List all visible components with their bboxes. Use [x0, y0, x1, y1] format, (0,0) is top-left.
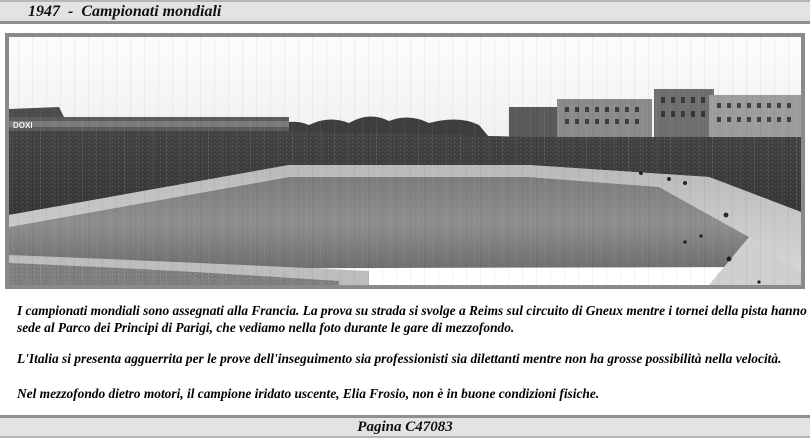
page-title: 1947 - Campionati mondiali: [28, 3, 222, 20]
caption-paragraph-3: Nel mezzofondo dietro motori, il campione iridato uscente, Elia Frosio, non è in buone condizioni fisiche.: [17, 386, 600, 401]
page-number-label: Pagina C47083: [357, 419, 453, 435]
title-bar: [0, 0, 810, 24]
stadium-photo: [9, 37, 801, 285]
footer-bar: [0, 415, 810, 438]
caption-paragraph-1: I campionati mondiali sono assegnati alla Francia. La prova su strada si svolge a Reims sul circuito di Gneux mentre i tornei della pista hanno sede al Parco dei Principi di Parigi, che vediamo nella foto durante le gare di mezzofondo.: [17, 303, 807, 335]
caption-paragraph-2: L'Italia si presenta agguerrita per le prove dell'inseguimento sia professionisti sia dilettanti mentre non ha grosse possibilità nella velocità.: [17, 351, 782, 366]
photo-frame: [5, 33, 805, 289]
